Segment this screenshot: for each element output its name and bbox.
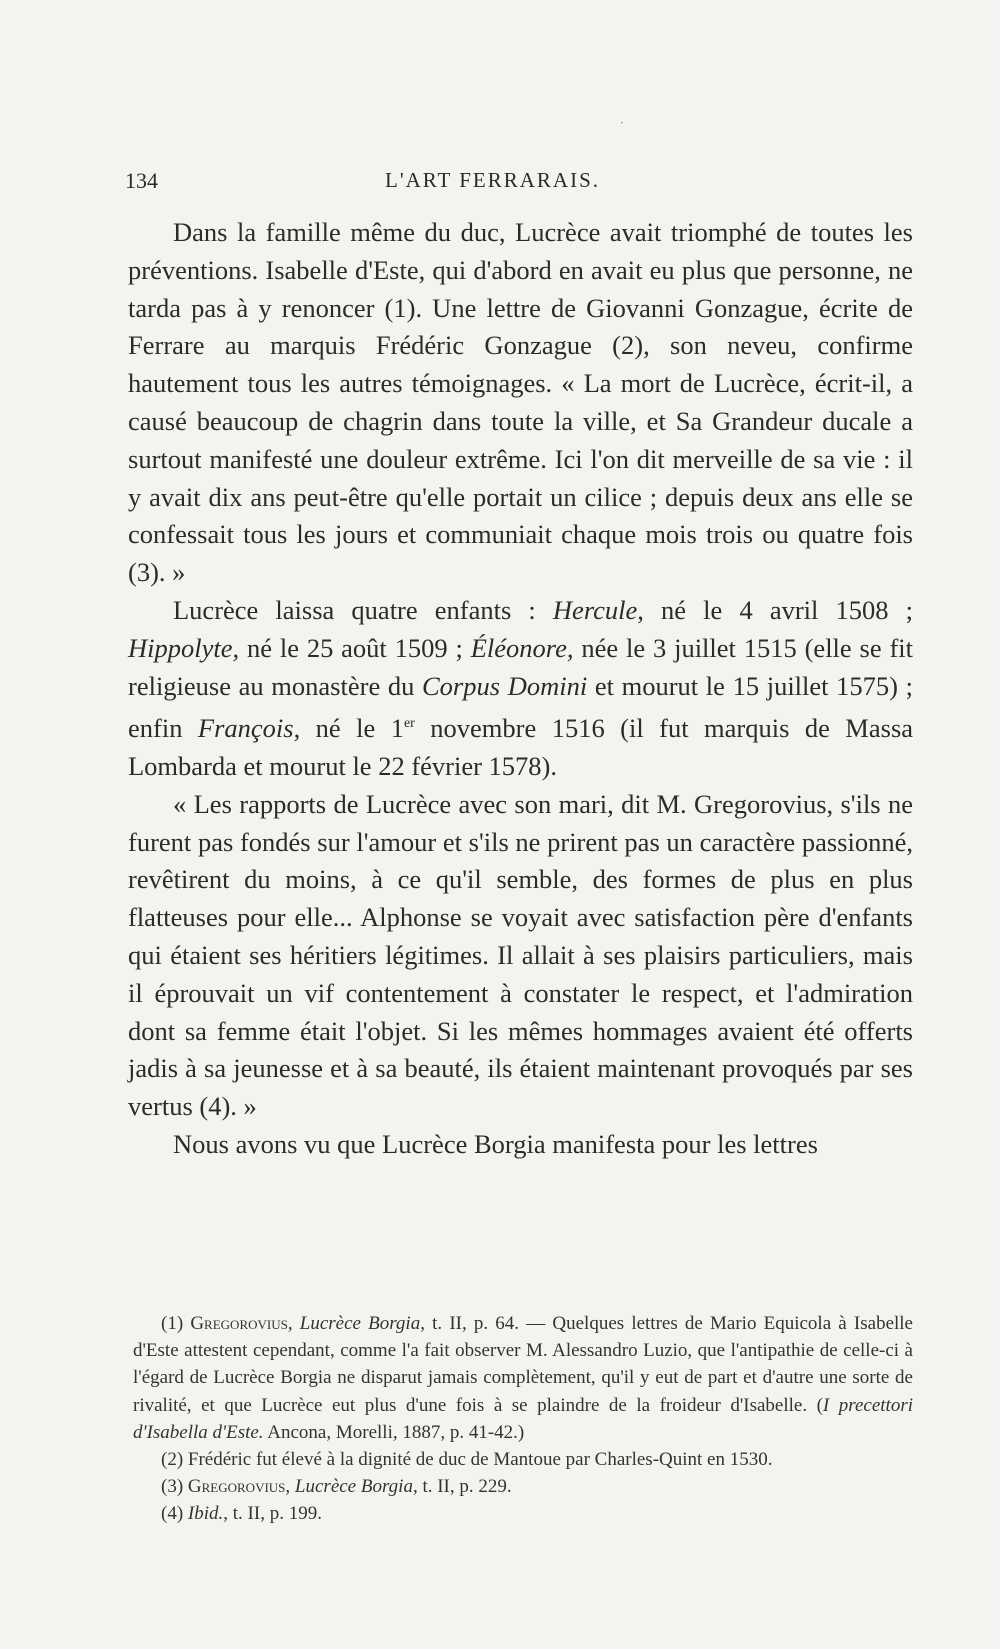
- footnote-3: (3) Gregorovius, Lucrèce Borgia, t. II, p. 229.: [161, 1476, 512, 1498]
- name-francois: François,: [197, 713, 301, 744]
- name-eleonore: Éléonore,: [470, 632, 574, 663]
- paragraph-3: « Les rapports de Lucrèce avec son mari, dit M. Gregorovius, s'ils ne furent pas fondés sur l'amour et s'ils ne prirent pas un caractère passionné, revêtirent du moins, à ce qu'il semble, des formes de plus en plus flatteuses pour elle... Alphonse se voyait avec satisfaction père d'enfants qui étaient ses héritiers légitimes. Il allait à ses plaisirs particuliers, mais il éprouvait un vif contentement à constater le respect, et l'admiration dont sa femme était l'objet. Si les mêmes hommages avaient été offerts jadis à sa jeunesse et à sa beauté, ils étaient maintenant provoqués par ses vertus (4). »: [128, 788, 913, 1122]
- page-header: [125, 168, 910, 198]
- main-text: [128, 214, 913, 1164]
- footnote-4: (4) Ibid., t. II, p. 199.: [161, 1503, 322, 1525]
- paragraph-2: Lucrèce laissa quatre enfants : Hercule, né le 4 avril 1508 ; Hippolyte, né le 25 août 1509 ; Éléonore, née le 3 juillet 1515 (elle se fit religieuse au monastère du Corpus Domini et mourut le 15 juillet 1575) ; enfin François, né le 1er novembre 1516 (il fut marquis de Massa Lombarda et mourut le 22 février 1578).: [128, 594, 914, 781]
- footnote-1: (1) Gregorovius, Lucrèce Borgia, t. II, p. 64. — Quelques lettres de Mario Equicola à Isabelle d'Este attestent cependant, comme l'a fait observer M. Alessandro Luzio, que l'antipathie de celle-ci à l'égard de Lucrèce Borgia ne disparut jamais complètement, qu'il y eut de part et d'autre une sorte de rivalité, et que Lucrèce eut plus d'une fois à se plaindre de la froideur d'Isabelle. (I precettori d'Isabella d'Este. Ancona, Morelli, 1887, p. 41-42.): [133, 1313, 913, 1443]
- page-number: 134: [125, 168, 158, 193]
- name-hercule: Hercule,: [552, 594, 644, 625]
- paragraph-1: Dans la famille même du duc, Lucrèce avait triomphé de toutes les préventions. Isabelle d'Este, qui d'abord en avait eu plus que personne, ne tarda pas à y renoncer (1). Une lettre de Giovanni Gonzague, écrite de Ferrare au marquis Frédéric Gonzague (2), son neveu, confirme hautement tous les autres témoignages. « La mort de Lucrèce, écrit-il, a causé beaucoup de chagrin dans toute la ville, et Sa Grandeur ducale a surtout manifesté une douleur extrême. Ici l'on dit merveille de sa vie : il y avait dix ans peut-être qu'elle portait un cilice ; depuis deux ans elle se confessait tous les jours et communiait chaque mois trois ou quatre fois (3). »: [128, 217, 913, 588]
- footnote-2: (2) Frédéric fut élevé à la dignité de duc de Mantoue par Charles-Quint en 1530.: [161, 1449, 773, 1471]
- running-title: L'ART FERRARAIS.: [385, 168, 601, 192]
- corpus-domini: Corpus Domini: [422, 670, 588, 701]
- print-speck: ·: [620, 116, 624, 130]
- footnotes: [133, 1310, 913, 1528]
- name-hippolyte: Hippolyte,: [128, 632, 240, 663]
- paragraph-4: Nous avons vu que Lucrèce Borgia manifesta pour les lettres: [173, 1128, 818, 1159]
